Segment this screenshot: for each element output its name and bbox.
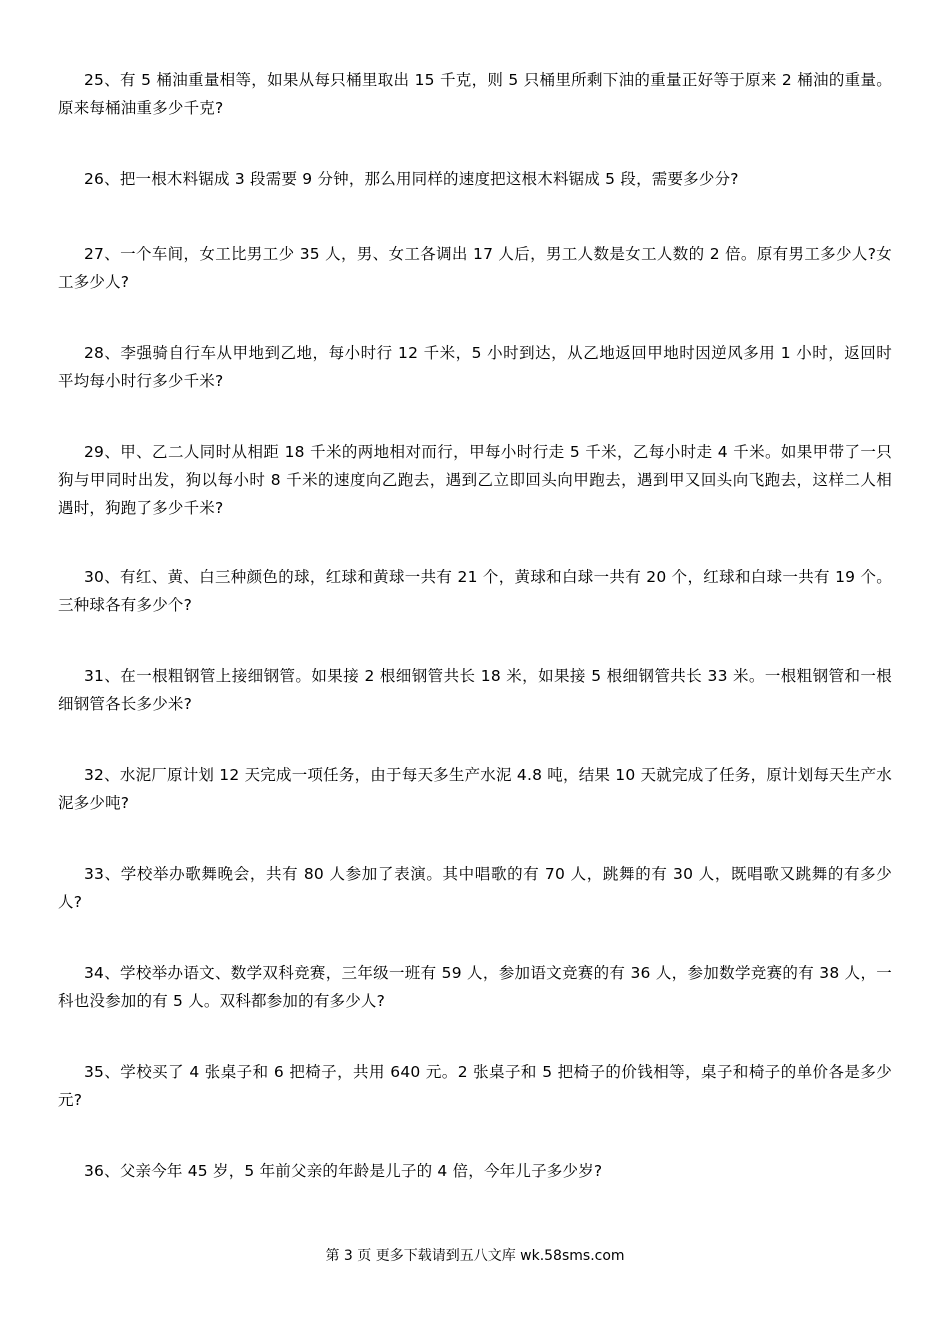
problem-32: 32、水泥厂原计划 12 天完成一项任务，由于每天多生产水泥 4.8 吨，结果 10 天就完成了任务，原计划每天生产水泥多少吨? (58, 766, 892, 812)
problem-26: 26、把一根木料锯成 3 段需要 9 分钟，那么用同样的速度把这根木料锯成 5 段，需要多少分? (84, 170, 739, 188)
problem-29: 29、甲、乙二人同时从相距 18 千米的两地相对而行，甲每小时行走 5 千米，乙每小时走 4 千米。如果甲带了一只狗与甲同时出发，狗以每小时 8 千米的速度向乙跑去，遇到乙立即回头向甲跑去，遇到甲又回头向飞跑去，这样二人相遇时，狗跑了多少千米? (58, 443, 892, 517)
problem-25: 25、有 5 桶油重量相等，如果从每只桶里取出 15 千克，则 5 只桶里所剩下油的重量正好等于原来 2 桶油的重量。原来每桶油重多少千克? (58, 71, 892, 117)
problem-34: 34、学校举办语文、数学双科竞赛，三年级一班有 59 人，参加语文竞赛的有 36 人，参加数学竞赛的有 38 人，一科也没参加的有 5 人。双科都参加的有多少人? (58, 964, 892, 1010)
page-footer: 第 3 页 更多下载请到五八文库 wk.58sms.com (325, 1248, 625, 1264)
problem-30: 30、有红、黄、白三种颜色的球，红球和黄球一共有 21 个，黄球和白球一共有 20 个，红球和白球一共有 19 个。三种球各有多少个? (58, 568, 892, 614)
problem-31: 31、在一根粗钢管上接细钢管。如果接 2 根细钢管共长 18 米，如果接 5 根细钢管共长 33 米。一根粗钢管和一根细钢管各长多少米? (58, 667, 892, 713)
problem-36: 36、父亲今年 45 岁，5 年前父亲的年龄是儿子的 4 倍，今年儿子多少岁? (84, 1162, 603, 1180)
problem-35: 35、学校买了 4 张桌子和 6 把椅子，共用 640 元。2 张桌子和 5 把椅子的价钱相等，桌子和椅子的单价各是多少元? (58, 1063, 892, 1109)
problem-33: 33、学校举办歌舞晚会，共有 80 人参加了表演。其中唱歌的有 70 人，跳舞的有 30 人，既唱歌又跳舞的有多少人? (58, 865, 892, 911)
problem-27: 27、一个车间，女工比男工少 35 人，男、女工各调出 17 人后，男工人数是女工人数的 2 倍。原有男工多少人?女工多少人? (58, 245, 892, 291)
problem-28: 28、李强骑自行车从甲地到乙地，每小时行 12 千米，5 小时到达，从乙地返回甲地时因逆风多用 1 小时，返回时平均每小时行多少千米? (58, 344, 892, 390)
